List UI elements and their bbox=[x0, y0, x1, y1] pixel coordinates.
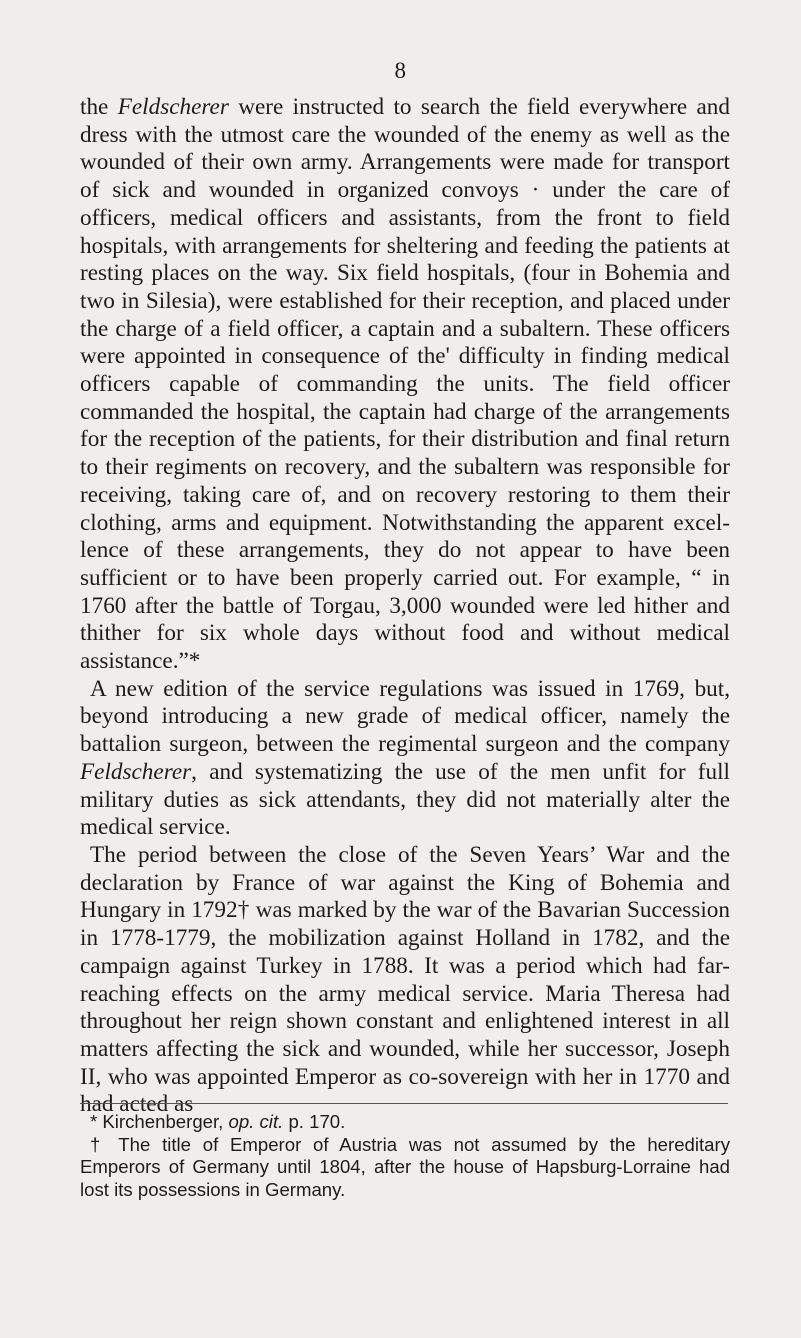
paragraph-2-text: A new edition of the service regulations was issued in 1769, but, beyond introducing a new grade of medical officer, namely the battalion surgeon, between the regimental surgeon and the company bbox=[80, 675, 730, 758]
footnote-2 bbox=[80, 1134, 730, 1202]
footnote-1-text: * Kirchenberger, bbox=[90, 1111, 229, 1132]
footnote-1-italic: op. cit. bbox=[228, 1111, 284, 1132]
paragraph-3-text: The period between the close of the Seven Years’ War and the declaration by France of war against the King of Bohemia and Hungary in 1792† was marked by the war of the Bavarian Succession in 1778-1779, the mobilization against Holland in 1782, and the campaign against Turkey in 1788. It was a period which had far-reaching effects on the army medical service. Maria Theresa had throughout her reign shown constant and enlightened interest in all matters affecting the sick and wounded, while her successor, Joseph II, who was appointed Emperor as co-sovereign with her in 1770 and had acted as bbox=[80, 841, 730, 1118]
paragraph-2-text-continued: , and systematizing the use of the men unfit for full military duties as sick attendants, they did not materially alter the medical service. bbox=[80, 758, 730, 841]
paragraph-1-text: the bbox=[80, 94, 118, 120]
paragraph-1 bbox=[80, 94, 730, 676]
footnote-divider bbox=[80, 1103, 728, 1104]
paragraph-1-text-continued: were instructed to search the field everywhere and dress with the utmost care the wounded of the enemy as well as the wounded of their own army. Arrangements were made for transport of sick and wounded in organized convoys · under the care of officers, medical officers and assistants, from the front to field hospitals, with arrangements for sheltering and feeding the patients at resting places on the way. Six field hospitals, (four in Bohemia and two in Silesia), were established for their reception, and placed under the charge of a field officer, a captain and a subaltern. These officers were appointed in consequence of the' difficulty in finding medical officers capable of commanding the units. The field officer commanded the hospital, the captain had charge of the arrangements for the reception of the patients, for their distribution and final return to their regiments on recovery, and the subaltern was responsible for receiving, taking care of, and on recovery restoring to them their clothing, arms and equipment. Notwithstanding the apparent excel-lence of these arrangements, they do not appear to have been sufficient or to have been properly carried out. For example, “ in 1760 after the battle of Torgau, 3,000 wounded were led hither and thither for six whole days without food and without medical assistance.”* bbox=[80, 94, 730, 675]
page-number: 8 bbox=[394, 58, 407, 83]
paragraph-2-italic-term: Feldscherer bbox=[80, 758, 192, 785]
paragraph-1-italic-term: Feldscherer bbox=[117, 94, 229, 120]
body-text bbox=[80, 94, 730, 1119]
paragraph-2 bbox=[80, 676, 730, 842]
footnotes bbox=[80, 1111, 730, 1201]
footnote-1-text-continued: p. 170. bbox=[283, 1111, 346, 1132]
footnote-2-text: † The title of Emperor of Austria was not assumed by the hereditary Emperors of Germany until 1804, after the house of Hapsburg-Lorraine had lost its possessions in Germany. bbox=[80, 1133, 730, 1200]
footnote-1 bbox=[80, 1111, 730, 1134]
paragraph-3 bbox=[80, 842, 730, 1119]
